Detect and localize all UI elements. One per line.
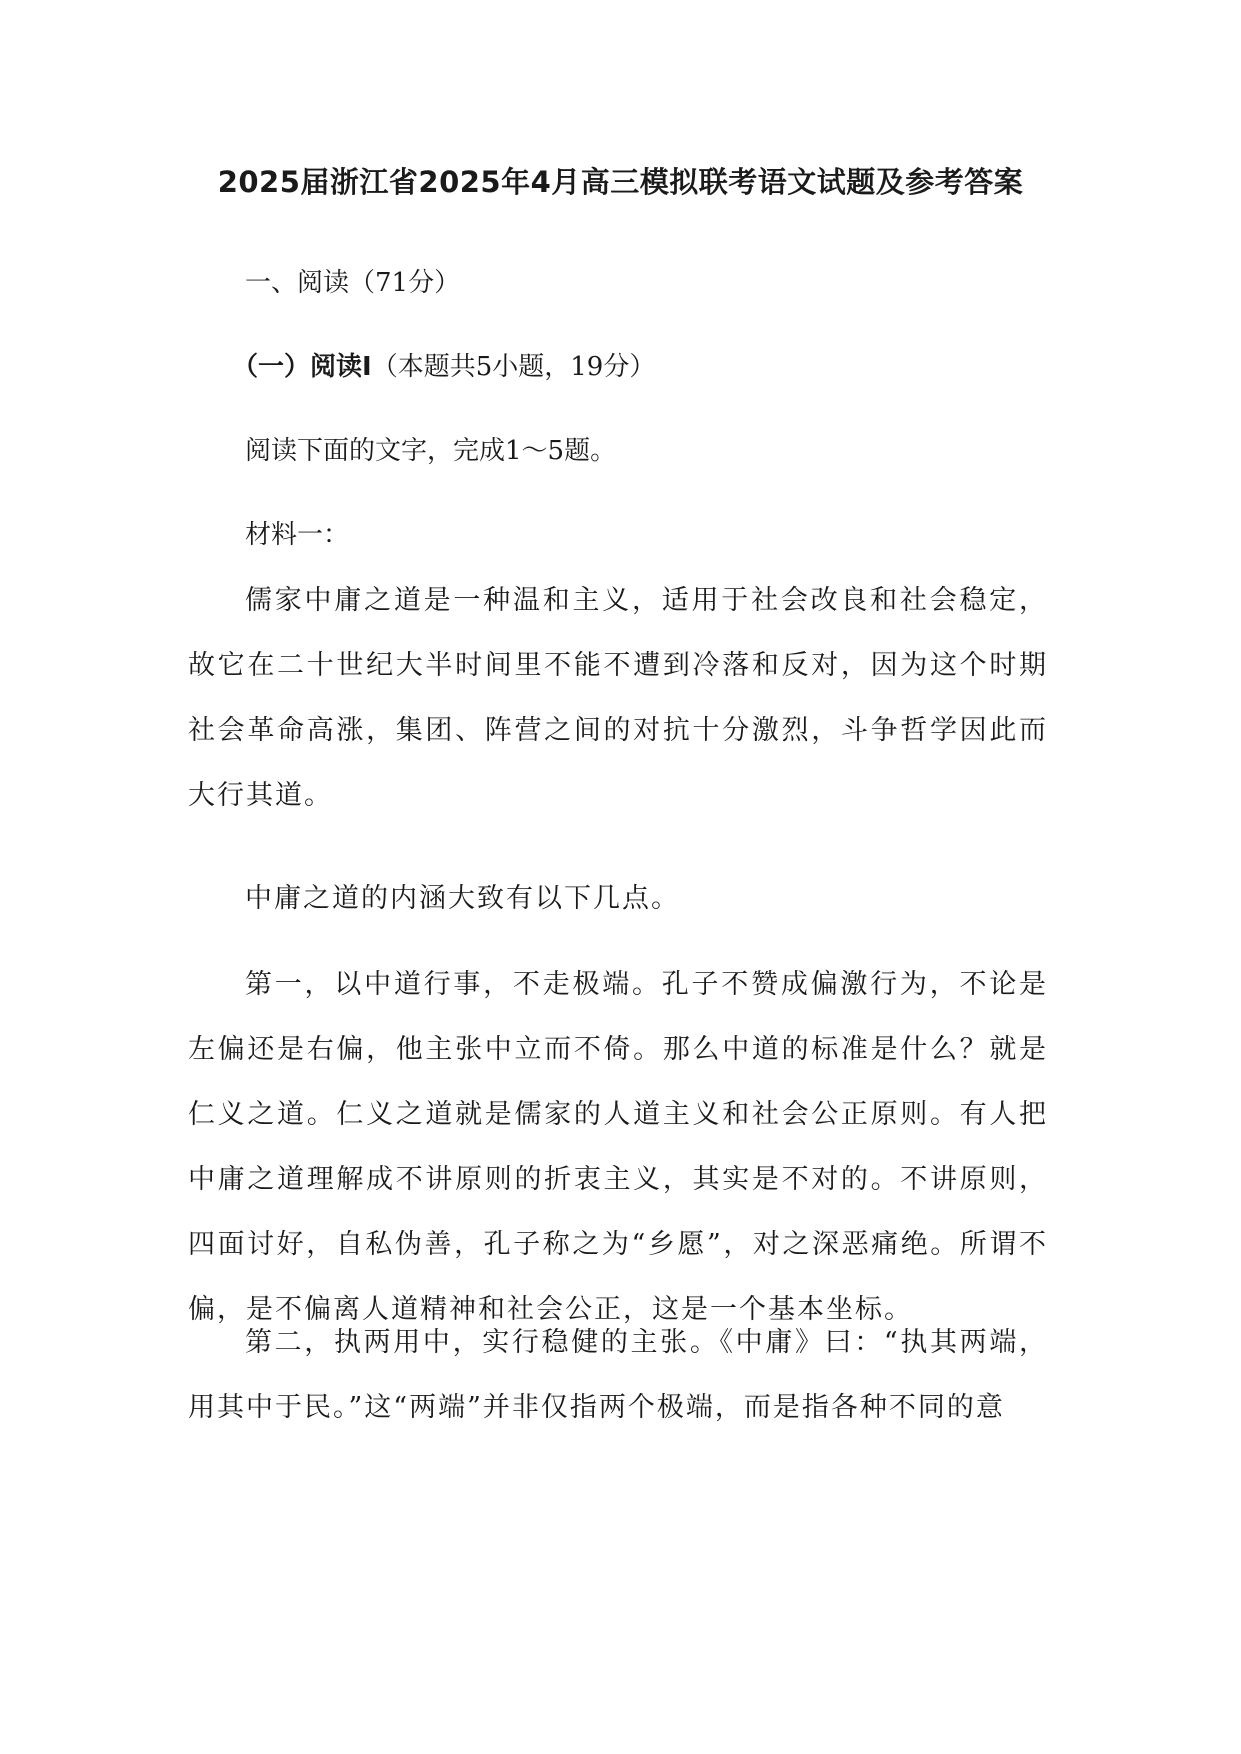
paragraph: 第二，执两用中，实行稳健的主张。《中庸》曰：“执其两端，用其中于民。”这“两端”并非仅指两个极端，而是指各种不同的意 bbox=[188, 1327, 1048, 1423]
material-label: 材料一： bbox=[245, 520, 350, 550]
section-heading: 一、阅读（71分） bbox=[245, 268, 461, 298]
document-title: 2025届浙江省2025年4月高三模拟联考语文试题及参考答案 bbox=[217, 165, 1024, 199]
subsection-title: （一）阅读Ⅰ bbox=[232, 352, 372, 382]
paragraph: 第一，以中道行事，不走极端。孔子不赞成偏激行为，不论是左偏还是右偏，他主张中立而不倚。那么中道的标准是什么？就是仁义之道。仁义之道就是儒家的人道主义和社会公正原则。有人把中庸之道理解成不讲原则的折衷主义，其实是不对的。不讲原则，四面讨好，自私伪善，孔子称之为“乡愿”，对之深恶痛绝。所谓不偏，是不偏离人道精神和社会公正，这是一个基本坐标。 bbox=[188, 969, 1048, 1325]
paragraph: 中庸之道的内涵大致有以下几点。 bbox=[245, 883, 680, 914]
paragraph: 儒家中庸之道是一种温和主义，适用于社会改良和社会稳定，故它在二十世纪大半时间里不能不遭到冷落和反对，因为这个时期社会革命高涨，集团、阵营之间的对抗十分激烈，斗争哲学因此而大行其道。 bbox=[188, 585, 1048, 811]
subsection-heading bbox=[232, 346, 655, 383]
subsection-note: （本题共5小题，19分） bbox=[371, 352, 656, 382]
instruction-text: 阅读下面的文字，完成1～5题。 bbox=[245, 436, 617, 466]
